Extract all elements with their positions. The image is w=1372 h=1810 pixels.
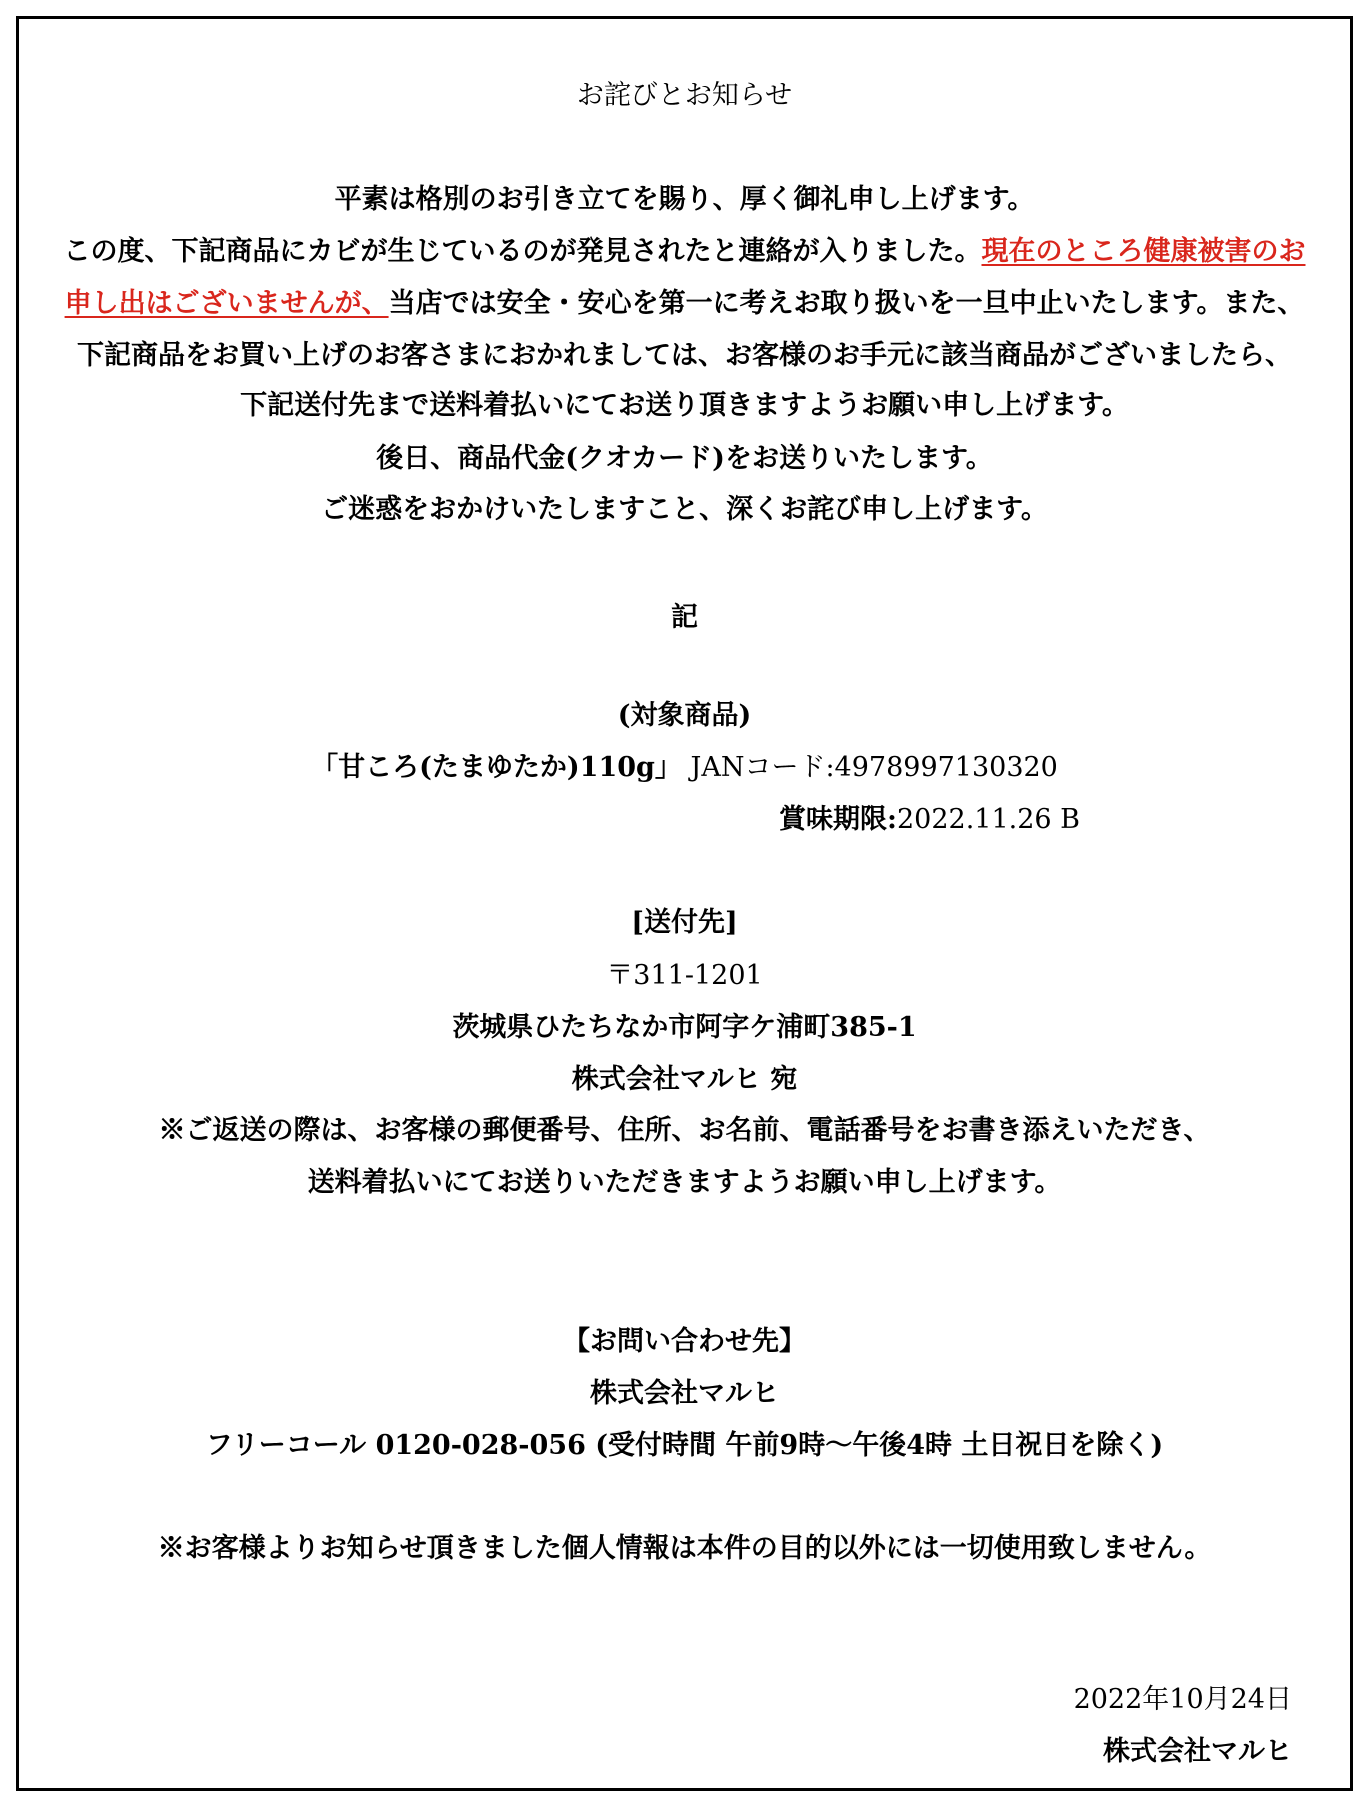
jan-label: JANコード: <box>690 752 835 783</box>
body-line-2 <box>16 232 1353 272</box>
body-line-3 <box>16 284 1353 324</box>
body-line-6: 後日、商品代金(クオカード)をお送りいたします。 <box>376 443 993 474</box>
privacy-note: ※お客様よりお知らせ頂きました個人情報は本件の目的以外には一切使用致しません。 <box>157 1533 1212 1564</box>
contact-heading: 【お問い合わせ先】 <box>563 1326 806 1357</box>
product-name: 「甘ころ(たまゆたか)110g」 <box>311 752 682 783</box>
shipping-recipient: 株式会社マルヒ 宛 <box>571 1064 798 1095</box>
expiry-label: 賞味期限: <box>779 804 897 835</box>
shipping-address: 茨城県ひたちなか市阿字ケ浦町385-1 <box>452 1012 917 1043</box>
body-line-5: 下記送付先まで送料着払いにてお送り頂きますようお願い申し上げます。 <box>240 390 1129 421</box>
shipping-note-1: ※ご返送の際は、お客様の郵便番号、住所、お名前、電話番号をお書き添えいただき、 <box>158 1115 1211 1146</box>
ki-heading: 記 <box>671 602 698 633</box>
notice-title: お詫びとお知らせ <box>576 80 793 111</box>
body-line-7: ご迷惑をおかけいたしますこと、深くお詫び申し上げます。 <box>321 494 1048 525</box>
expiry-value: 2022.11.26 B <box>896 804 1080 835</box>
body-line-1: 平素は格別のお引き立てを賜り、厚く御礼申し上げます。 <box>334 184 1035 215</box>
body-line-2-text: この度、下記商品にカビが生じているのが発見されたと連絡が入りました。 <box>63 236 982 267</box>
expiry-line <box>779 800 1080 840</box>
contact-company: 株式会社マルヒ <box>590 1378 779 1409</box>
contact-phone-line: フリーコール 0120-028-056 (受付時間 午前9時～午後4時 土日祝日を除く) <box>205 1430 1164 1461</box>
body-line-4: 下記商品をお買い上げのお客さまにおかれましては、お客様のお手元に該当商品がございましたら、 <box>77 340 1292 371</box>
footer-company: 株式会社マルヒ <box>1103 1736 1292 1767</box>
product-line <box>16 748 1353 788</box>
footer-date: 2022年10月24日 <box>1073 1684 1292 1715</box>
shipping-heading: [送付先] <box>631 907 738 938</box>
shipping-postal: 〒311-1201 <box>606 960 763 991</box>
product-heading: (対象商品) <box>617 700 752 731</box>
shipping-note-2: 送料着払いにてお送りいただきますようお願い申し上げます。 <box>307 1167 1062 1198</box>
jan-code: 4978997130320 <box>834 752 1058 783</box>
health-notice-highlight-cont: 申し出はございませんが、 <box>64 288 389 319</box>
health-notice-highlight: 現在のところ健康被害のお <box>981 236 1306 267</box>
body-line-3-text: 当店では安全・安心を第一に考えお取り扱いを一旦中止いたします。また、 <box>388 288 1305 319</box>
